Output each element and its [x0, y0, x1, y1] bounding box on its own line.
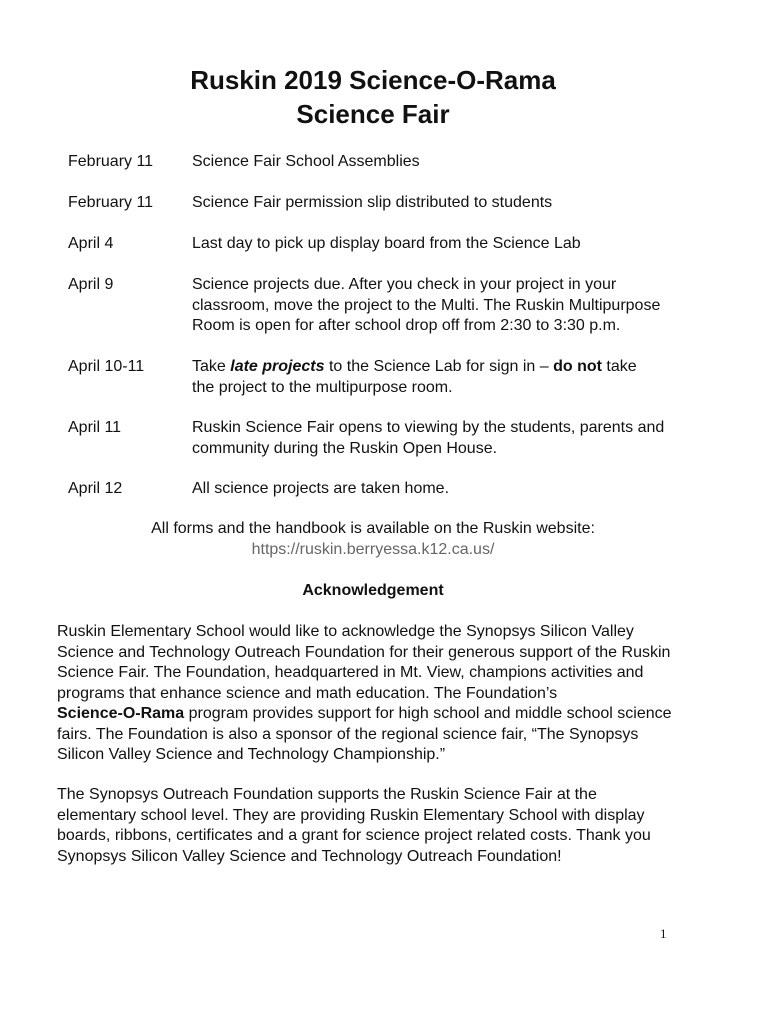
schedule-description: Science projects due. After you check in your project in your classroom, move the project to the Multi. The Ruskin Multipurpose Room is open for after school drop off from 2:30 to 3:30 p.m. [192, 276, 661, 334]
acknowledgement-heading: Acknowledgement [302, 582, 444, 599]
schedule-description: Science Fair School Assemblies [192, 153, 420, 170]
science-o-rama-term: Science-O-Rama [57, 705, 185, 722]
acknowledgement-paragraph: Ruskin Elementary School would like to acknowledge the Synopsys Silicon Valley Science and Technology Outreach Foundation for their generous support of the Ruskin Science Fair. The Foundation, headquartered in Mt. View, champions activities and programs that enhance science and math education. The Foundation’s Science-O-Rama program provides support for high school and middle school science fairs. The Foundation is also a sponsor of the regional science fair, “The Synopsys Silicon Valley Science and Technology Championship.” [57, 623, 672, 763]
schedule-description: Last day to pick up display board from the Science Lab [192, 235, 581, 252]
schedule-date: April 4 [68, 235, 114, 252]
schedule-date: April 11 [68, 419, 122, 436]
schedule-date: April 12 [68, 480, 123, 497]
page-title: Ruskin 2019 Science-O-Rama [190, 65, 556, 95]
website-link[interactable]: https://ruskin.berryessa.k12.ca.us/ [251, 541, 495, 558]
do-not-emphasis: do not [553, 358, 602, 375]
schedule-date: February 11 [68, 153, 154, 170]
schedule-description: All science projects are taken home. [192, 480, 450, 497]
schedule-date: April 9 [68, 276, 114, 293]
schedule-date: April 10-11 [68, 358, 145, 375]
schedule-date: February 11 [68, 194, 154, 211]
schedule-description: Science Fair permission slip distributed to students [192, 194, 553, 211]
schedule-description: Take late projects to the Science Lab for sign in – do not take the project to the multipurpose room. [192, 358, 637, 396]
forms-note: All forms and the handbook is available on the Ruskin website: [151, 520, 595, 537]
schedule-description: Ruskin Science Fair opens to viewing by the students, parents and community during the Ruskin Open House. [192, 419, 665, 457]
late-projects-emphasis: late projects [230, 358, 325, 375]
page-subtitle: Science Fair [296, 99, 450, 129]
page-number: 1 [660, 926, 667, 941]
outreach-paragraph: The Synopsys Outreach Foundation supports the Ruskin Science Fair at the elementary school level. They are providing Ruskin Elementary School with display boards, ribbons, certificates and a grant for science project related costs. Thank you Synopsys Silicon Valley Science and Technology Outreach Foundation! [57, 786, 651, 865]
